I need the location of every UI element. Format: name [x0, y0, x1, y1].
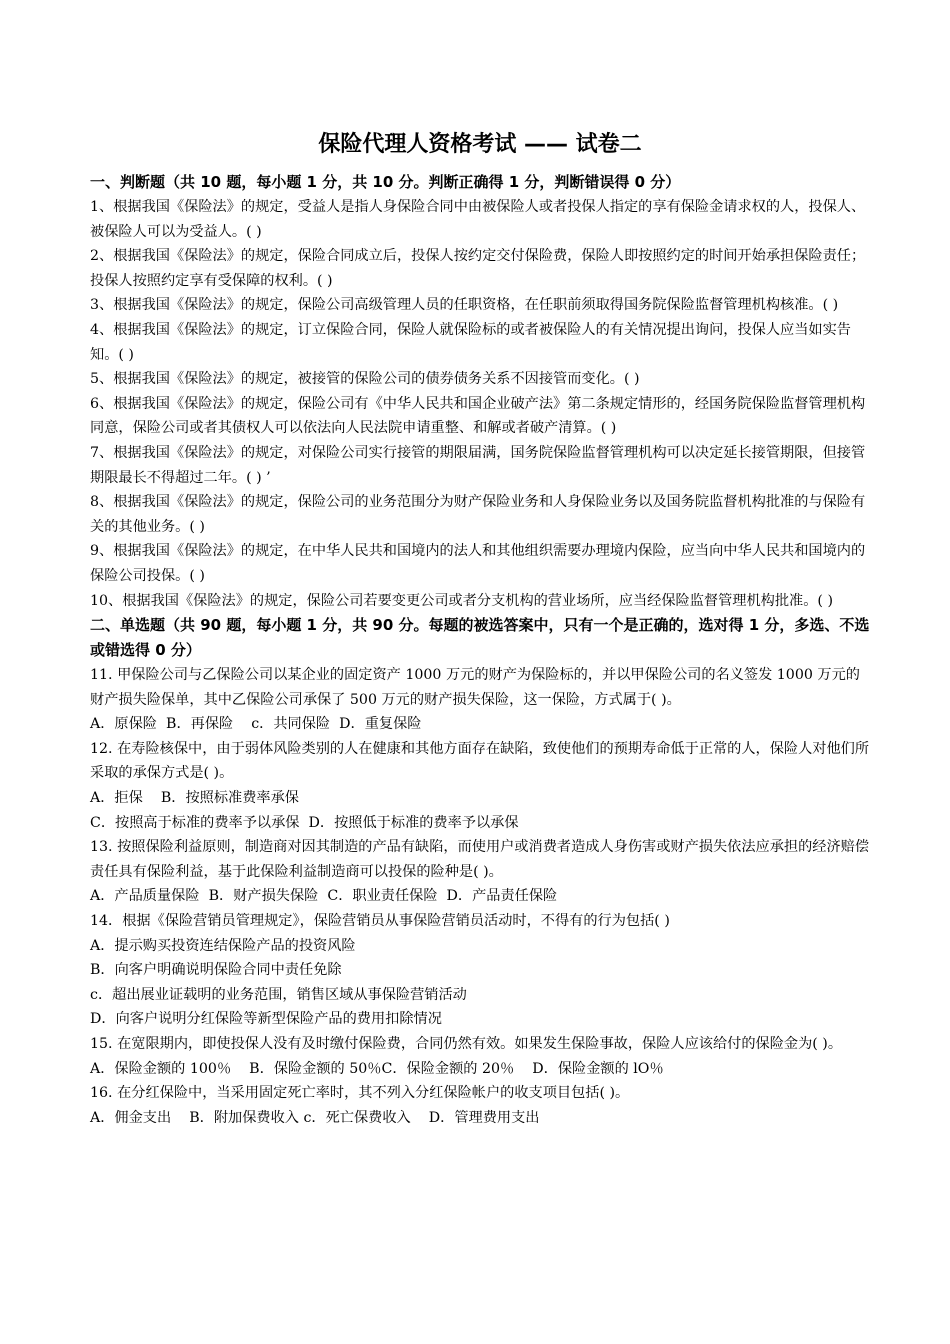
question-11-options: A．原保险 B．再保险 c．共同保险 D．重复保险 — [90, 716, 422, 733]
question-5: 5、根据我国《保险法》的规定，被接管的保险公司的债券债务关系不因接管而变化。( ) — [90, 371, 640, 388]
question-11: 11. 甲保险公司与乙保险公司以某企业的固定资产 1000 万元的财产为保险标的，并以甲保险公司的名义签发 1000 万元的财产损失险保单，其中乙保险公司承保了 500 万元的财产损失保险，这一保险，方式属于( )。 — [90, 667, 860, 708]
question-15-options: A．保险金额的 100％ B．保险金额的 50％C．保险金额的 20％ D．保险金额的 lO％ — [90, 1060, 664, 1077]
section-heading-single-choice: 二、单选题（共 90 题，每小题 1 分，共 90 分。每题的被选答案中，只有一个是正确的，选对得 1 分，多选、不选或错选得 0 分） — [90, 616, 870, 660]
question-14-option-a: A．提示购买投资连结保险产品的投资风险 — [90, 937, 356, 954]
question-3: 3、根据我国《保险法》的规定，保险公司高级管理人员的任职资格，在任职前须取得国务院保险监督管理机构核准。( ) — [90, 297, 839, 314]
question-14: 14．根据《保险营销员管理规定》，保险营销员从事保险营销员活动时，不得有的行为包括( ) — [90, 913, 670, 930]
question-12-options-cd: C．按照高于标准的费率予以承保 D．按照低于标准的费率予以承保 — [90, 814, 519, 831]
question-16-options: A．佣金支出 B．附加保费收入 c．死亡保费收入 D．管理费用支出 — [90, 1109, 540, 1126]
section-heading-true-false: 一、判断题（共 10 题，每小题 1 分，共 10 分。判断正确得 1 分，判断错误得 0 分） — [90, 173, 681, 191]
question-15: 15. 在宽限期内，即使投保人没有及时缴付保险费，合同仍然有效。如果发生保险事故，保险人应该给付的保险金为( )。 — [90, 1036, 843, 1052]
question-12-options-ab: A．拒保 B．按照标准费率承保 — [90, 790, 299, 807]
question-1: 1、根据我国《保险法》的规定，受益人是指人身保险合同中由被保险人或者投保人指定的享有保险金请求权的人，投保人、被保险人可以为受益人。( ) — [90, 199, 866, 240]
question-9: 9、根据我国《保险法》的规定，在中华人民共和国境内的法人和其他组织需要办理境内保险，应当向中华人民共和国境内的保险公司投保。( ) — [90, 543, 866, 584]
question-8: 8、根据我国《保险法》的规定，保险公司的业务范围分为财产保险业务和人身保险业务以及国务院监督机构批准的与保险有关的其他业务。( ) — [90, 494, 866, 535]
question-7: 7、根据我国《保险法》的规定，对保险公司实行接管的期限届满，国务院保险监督管理机构可以决定延长接管期限，但接管期限最长不得超过二年。( ) ’ — [90, 444, 866, 486]
question-10: 10、根据我国《保险法》的规定，保险公司若要变更公司或者分支机构的营业场所，应当经保险监督管理机构批准。( ) — [90, 592, 834, 609]
question-12: 12. 在寿险核保中，由于弱体风险类别的人在健康和其他方面存在缺陷，致使他们的预期寿命低于正常的人，保险人对他们所采取的承保方式是( )。 — [90, 740, 870, 782]
question-13-options: A．产品质量保险 B．财产损失保险 C．职业责任保险 D．产品责任保险 — [90, 888, 558, 905]
question-13: 13. 按照保险利益原则，制造商对因其制造的产品有缺陷，而使用户或消费者造成人身伤害或财产损失依法应承担的经济赔偿责任具有保险利益，基于此保险利益制造商可以投保的险种是( )。 — [90, 839, 870, 880]
question-4: 4、根据我国《保险法》的规定，订立保险合同，保险人就保险标的或者被保险人的有关情况提出询问，投保人应当如实告知。( ) — [90, 321, 851, 363]
question-16: 16. 在分红保险中，当采用固定死亡率时，其不列入分红保险帐户的收支项目包括( )。 — [90, 1085, 630, 1102]
question-14-option-d: D．向客户说明分红保险等新型保险产品的费用扣除情况 — [90, 1011, 442, 1028]
exam-page — [90, 128, 870, 1130]
question-14-option-c: c．超出展业证载明的业务范围，销售区域从事保险营销活动 — [90, 986, 467, 1003]
page-title: 保险代理人资格考试 —— 试卷二 — [318, 132, 642, 157]
question-2: 2、根据我国《保险法》的规定，保险合同成立后，投保人按约定交付保险费，保险人即按照约定的时间开始承担保险责任；投保人按照约定享有受保障的权利。( ) — [90, 248, 866, 289]
question-14-option-b: B．向客户明确说明保险合同中责任免除 — [90, 962, 342, 979]
question-6: 6、根据我国《保险法》的规定，保险公司有《中华人民共和国企业破产法》第二条规定情形的，经国务院保险监督管理机构同意，保险公司或者其债权人可以依法向人民法院申请重整、和解或者破产清算。( ) — [90, 395, 866, 437]
